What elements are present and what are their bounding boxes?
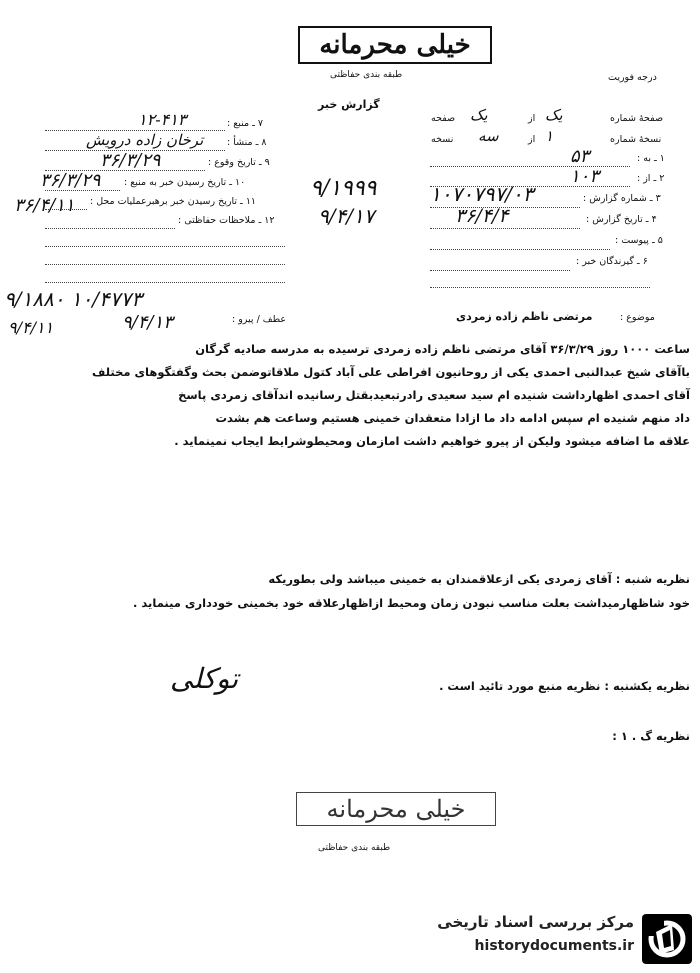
hw-from: ۱۰۳ <box>570 166 600 187</box>
hw-reached-ops-date: ۳۶/۴/۱۱ <box>14 195 75 216</box>
report-body-line: علاقه ما اضافه میشود ولیکن از پیرو خواهیم داشت امازمان ومحیطوشرایط ایجاب نمینماید . <box>174 434 690 448</box>
dotted-line <box>45 282 285 283</box>
field-recipients: ۶ ـ گیرندگان خبر : <box>576 256 648 267</box>
field-copy-of: از <box>528 134 536 145</box>
field-source: ۷ ـ منبع : <box>227 118 264 129</box>
field-reached-source-date: ۱۰ ـ تاریخ رسیدن خبر به منبع : <box>124 177 246 188</box>
report-title: گزارش خبر <box>318 98 380 111</box>
follow-label: عطف / پیرو : <box>232 314 287 325</box>
source-opinion-line: خود شاظهارمیداشت بعلت مناسب نبودن زمان ومحیط ازاظهارعلاقه خود بخمینی خودداری مینماید . <box>133 596 690 610</box>
hw-center-number: ۹/۱۹۹۹ <box>310 176 377 201</box>
subject-value: مرتضی ناظم زاده زمردی <box>456 310 593 323</box>
hw-filing-ref: ۹/۴/۱۱ <box>8 318 54 337</box>
dotted-line <box>430 287 650 288</box>
field-page-number: صفحهٔ شماره <box>610 113 664 124</box>
hw-to: ۵۳ <box>570 146 590 167</box>
field-origin: ۸ ـ منشأ : <box>227 137 267 148</box>
field-report-number: ۳ ـ شماره گزارش : <box>583 193 661 204</box>
hw-center-date: ۹/۴/۱۷ <box>318 204 375 228</box>
hw-origin: ترخان زاده درویش <box>86 131 204 149</box>
watermark-title: مرکز بررسی اسناد تاریخی <box>437 913 634 931</box>
hw-copy-of: سه <box>478 127 499 145</box>
dotted-line <box>430 249 610 250</box>
hw-filing-number: ۹/۱۸۸۰ ۱۰/۴۷۷۳ <box>4 287 142 311</box>
dotted-line <box>45 228 175 229</box>
watermark <box>400 910 696 968</box>
field-from: ۲ ـ از : <box>637 173 665 184</box>
hw-reached-source-date: ۳۶/۳/۲۹ <box>40 170 101 191</box>
hw-copy-number: ۱ <box>545 127 554 145</box>
field-page-of: از <box>528 113 536 124</box>
classification-label: طبقه بندی حفاظتی <box>330 70 403 80</box>
field-report-date: ۴ ـ تاریخ گزارش : <box>586 214 657 225</box>
field-to: ۱ ـ به : <box>637 153 665 164</box>
hw-report-date: ۳۶/۴/۴ <box>455 205 509 227</box>
hw-source: ۱۲-۴۱۳ <box>138 110 187 129</box>
classification-stamp: خیلی محرمانه <box>298 26 492 64</box>
report-body-line: داد منهم شنیده ام سپس ادامه داد ما ازادا متعقدان خمینی هستیم وساعت هم بشدت <box>215 411 690 425</box>
report-body-line: باآقای شیخ عبدالنبی احمدی یکی از روحانیون افراطی علی آباد کتول ملاقاتوضمن بحث وگفتگوهای مختلف <box>92 365 690 379</box>
dotted-line <box>430 228 580 229</box>
priority-label: درجه فوریت <box>608 72 657 83</box>
field-reached-ops-date: ۱۱ ـ تاریخ رسیدن خبر برهبرعملیات محل : <box>90 196 257 207</box>
field-copy-number: نسخهٔ شماره <box>610 134 662 145</box>
watermark-url: historydocuments.ir <box>474 938 634 954</box>
dotted-line <box>45 264 285 265</box>
dotted-line <box>45 246 285 247</box>
subject-label: موضوع : <box>620 312 655 323</box>
footer-classification-stamp: خیلی محرمانه <box>296 792 496 826</box>
archive-logo-icon <box>642 914 692 964</box>
field-copy-end: نسخه <box>431 134 454 145</box>
hw-page-of: یک <box>470 106 488 124</box>
hw-filing-date: ۹/۴/۱۳ <box>122 312 173 333</box>
dotted-line <box>430 166 630 167</box>
office-opinion: نظریه یکشنبه : نظریه منبع مورد تائید است . <box>439 679 690 693</box>
hw-report-number: ۱۰۷۰۷۹۷/۰۳ <box>430 182 534 206</box>
footer-classification-label: طبقه بندی حفاظتی <box>318 843 391 853</box>
hw-occurrence-date: ۳۶/۳/۲۹ <box>100 150 161 171</box>
gaf-opinion: نظریه گ . ۱ : <box>612 729 690 743</box>
field-attachment: ۵ ـ پیوست : <box>615 235 663 246</box>
office-signature: توکلی <box>170 662 239 695</box>
hw-page-number: یک <box>545 106 563 124</box>
report-body-line: ساعت ۱۰۰۰ روز ۳۶/۳/۲۹ آقای مرتضی ناظم زاده زمردی ترسیده به مدرسه صادیه گرگان <box>195 342 690 356</box>
source-opinion-line: نظریه شنبه : آقای زمردی یکی ازعلاقمندان به خمینی میباشد ولی بطوریکه <box>268 572 690 586</box>
dotted-line <box>430 270 570 271</box>
field-security-notes: ۱۲ ـ ملاحظات حفاظتی : <box>178 215 275 226</box>
field-page-end: صفحه <box>431 113 456 124</box>
report-body-line: آقای احمدی اظهارداشت شنیده ام سید سعیدی رادرتبعیدبقتل رسانیده اندآقای زمردی پاسخ <box>178 388 690 402</box>
field-occurrence-date: ۹ ـ تاریخ وقوع : <box>208 157 270 168</box>
